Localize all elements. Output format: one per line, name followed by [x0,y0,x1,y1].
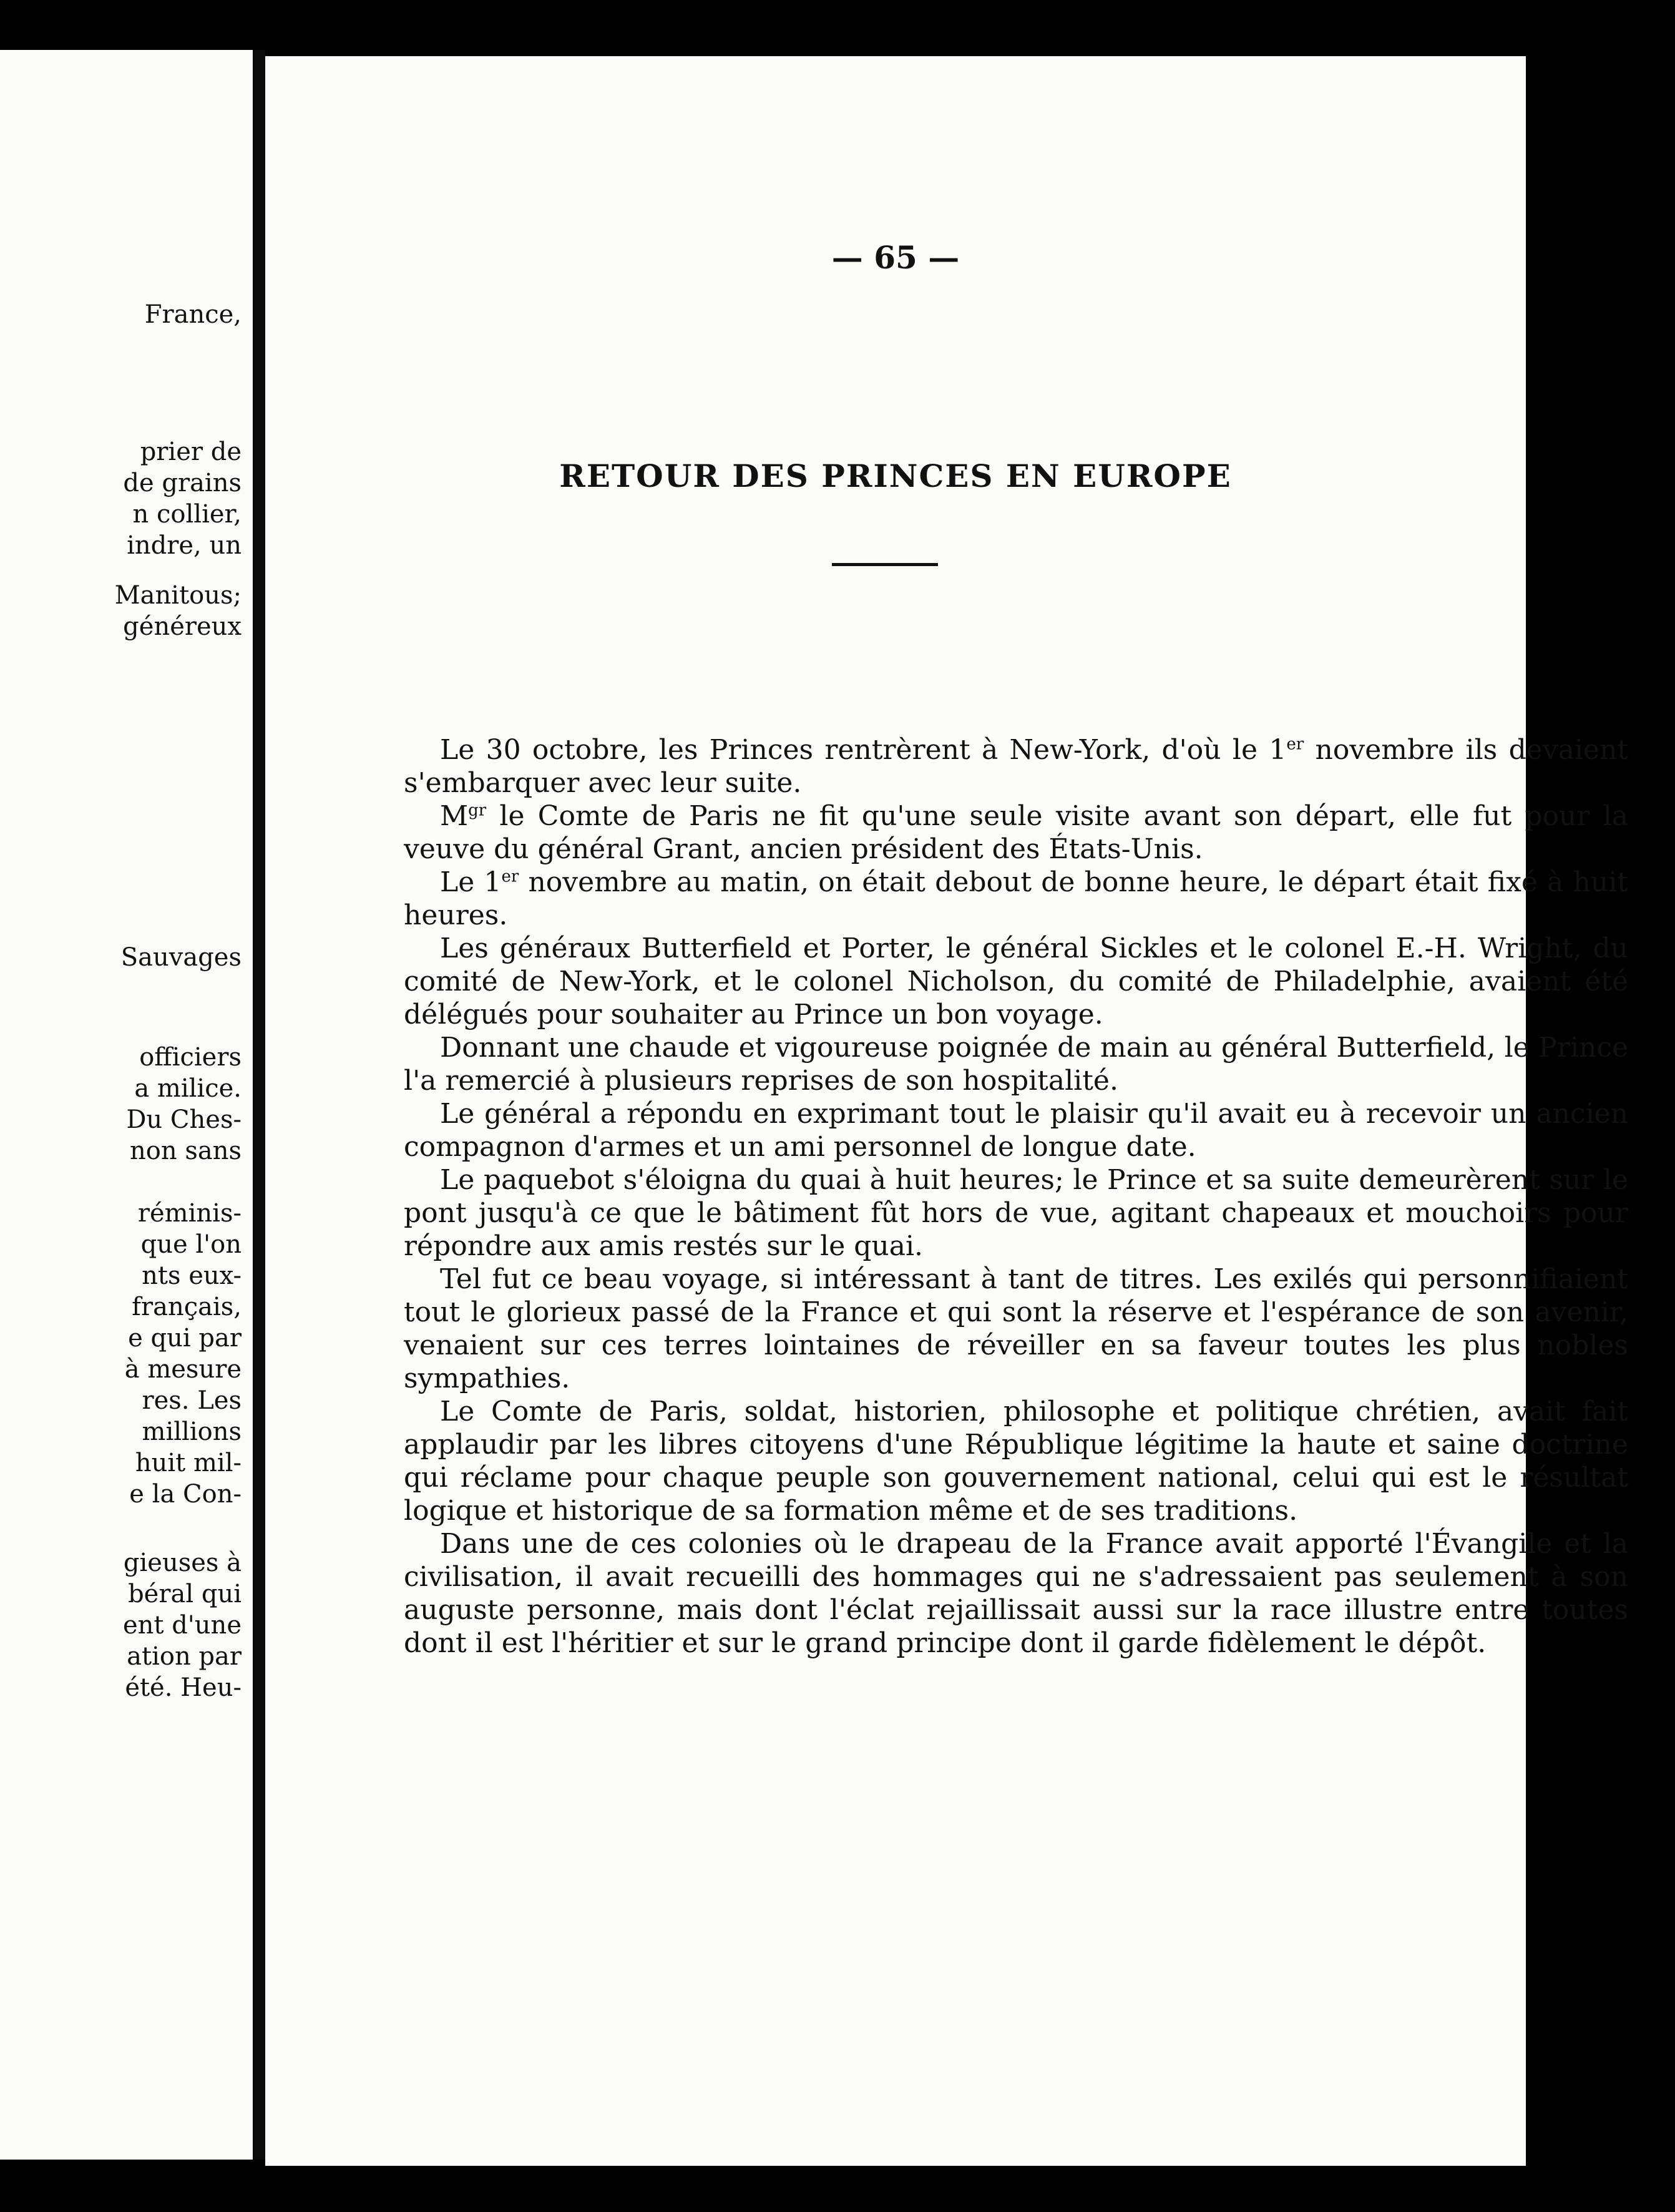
body-text [404,733,1628,1660]
left-line: de grains [123,469,242,497]
page-number: — 65 — [831,239,960,276]
left-page-fragment [0,50,253,2160]
left-line: officiers [139,1043,242,1072]
paragraph: Tel fut ce beau voyage, si intéressant à tant de titres. Les exilés qui personnifiaient tout le glorieux passé de la France et qui sont la réserve et l'espérance de son avenir, venaient sur ces terres lointaines de réveiller en sa faveur toutes les plus nobles sympathies. [404,1263,1628,1394]
left-line: été. Heu- [125,1673,242,1702]
book-spine [253,50,265,2160]
left-line: e qui par [128,1324,242,1353]
left-line: Du Ches- [126,1105,242,1134]
left-line: huit mil- [135,1449,242,1477]
chapter-title: RETOUR DES PRINCES EN EUROPE [559,458,1232,494]
left-line: Manitous; [114,581,242,610]
left-line: millions [142,1417,242,1446]
paragraph: Le paquebot s'éloigna du quai à huit heures; le Prince et sa suite demeurèrent sur le pont jusqu'à ce que le bâtiment fût hors de vue, agitant chapeaux et mouchoirs pour répondre aux amis restés sur le quai. [404,1164,1628,1262]
left-line: réminis- [137,1199,242,1228]
left-line: que l'on [140,1230,242,1259]
left-line: non sans [130,1137,242,1165]
left-line: gieuses à [123,1549,242,1577]
left-line: généreux [123,612,242,641]
left-line: français, [132,1293,242,1321]
paragraph: Donnant une chaude et vigoureuse poignée de main au général Butterfield, le Prince l'a remercié à plusieurs reprises de son hospitalité. [404,1032,1628,1097]
left-line: ation par [127,1642,242,1671]
title-divider [832,563,938,566]
left-line: indre, un [127,531,242,560]
left-line: Sauvages [120,943,242,972]
paragraph: Le 1er novembre au matin, on était debout de bonne heure, le départ était fixé à huit heures. [404,866,1628,931]
left-line: a milice. [134,1074,242,1103]
left-line: à mesure [124,1355,242,1384]
left-line: béral qui [128,1580,242,1608]
paragraph: $M^{gr}$ le Comte de Paris ne fit qu'une seule visite avant son départ, elle fut pour la veuve du général Grant, ancien président des États-Unis. [404,800,1628,865]
paragraph: Le général a répondu en exprimant tout le plaisir qu'il avait eu à recevoir un ancien compagnon d'armes et un ami personnel de longue date. [404,1098,1628,1163]
left-line: res. Les [142,1386,242,1415]
paragraph: Le Comte de Paris, soldat, historien, philosophe et politique chrétien, avait fait applaudir par les libres citoyens d'une République légitime la haute et saine doctrine qui réclame pour chaque peuple son gouvernement national, celui qui est le résultat logique et historique de sa formation même et de ses traditions. [404,1396,1628,1527]
left-line: n collier, [132,500,242,529]
left-line: e la Con- [129,1480,242,1509]
paragraph: Les généraux Butterfield et Porter, le général Sickles et le colonel E.-H. Wright, du comité de New-York, et le colonel Nicholson, du comité de Philadelphie, avaient été délégués pour souhaiter au Prince un bon voyage. [404,932,1628,1030]
left-line: ent d'une [122,1611,242,1640]
paragraph: Le 30 octobre, les Princes rentrèrent à New-York, d'où le 1er novembre ils devaient s'embarquer avec leur suite. [404,734,1629,799]
paragraph: Dans une de ces colonies où le drapeau de la France avait apporté l'Évangile et la civilisation, il avait recueilli des hommages qui ne s'adressaient pas seulement à son auguste personne, mais dont l'éclat rejaillissait aussi sur la race illustre entre toutes dont il est l'héritier et sur le grand principe dont il garde fidèlement le dépôt. [404,1528,1628,1659]
right-page [265,56,1629,2166]
left-line: France, [144,300,242,329]
left-line: prier de [140,438,242,466]
left-line: nts eux- [142,1261,242,1290]
